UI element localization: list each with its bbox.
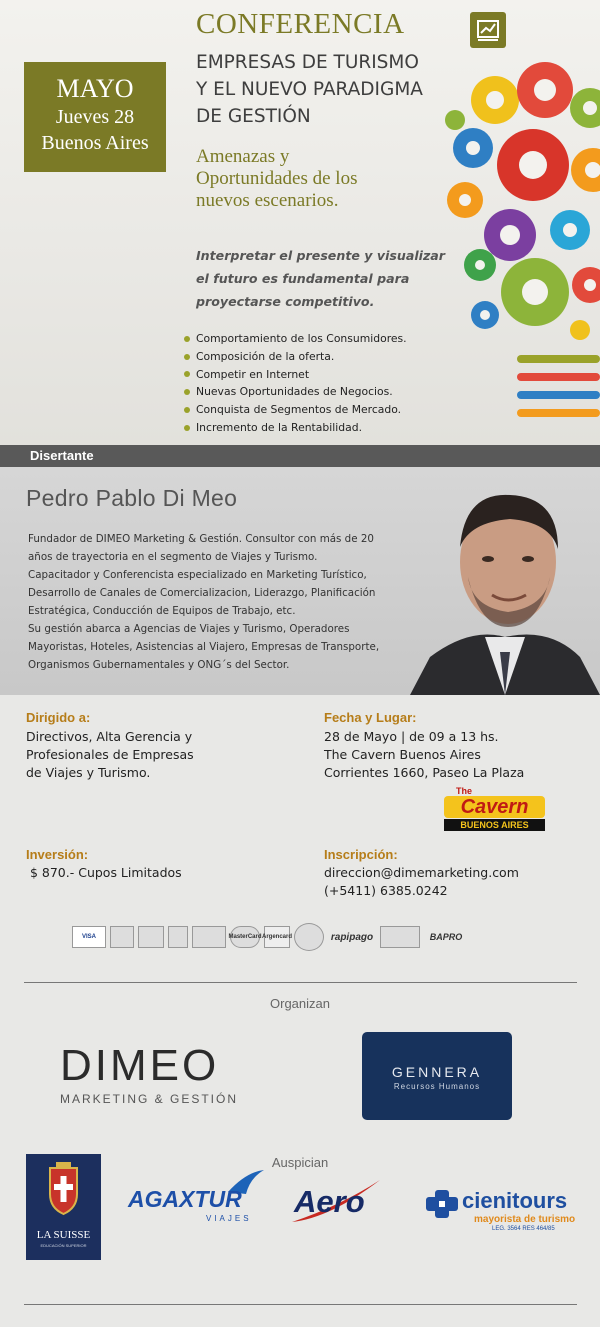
topic-item xyxy=(184,401,407,419)
bio-line: Capacitador y Conferencista especializado en Marketing Turístico, xyxy=(28,569,367,581)
audience-line: Directivos, Alta Gerencia y xyxy=(26,729,193,744)
hero-section xyxy=(0,0,600,445)
la-suisse-name: LA SUISSE xyxy=(36,1229,91,1241)
date-city: Buenos Aires xyxy=(41,132,149,154)
conference-title: CONFERENCIA xyxy=(196,8,405,40)
dimeo-logo-name: DIMEO xyxy=(60,1041,220,1090)
agaxtur-tag: VIAJES xyxy=(206,1214,252,1223)
payment-logo-rapipago: rapipago xyxy=(330,931,374,943)
signup-email[interactable]: direccion@dimemarketing.com xyxy=(324,865,519,880)
agaxtur-name: AGAXTUR xyxy=(128,1186,242,1212)
aero-logo xyxy=(290,1178,390,1230)
speaker-section xyxy=(0,467,600,695)
venue-line: 28 de Mayo | de 09 a 13 hs. xyxy=(324,729,499,744)
topic-text: Incremento de la Rentabilidad. xyxy=(196,420,363,434)
payment-logo-mastercard: MasterCard xyxy=(230,926,260,948)
topics-list xyxy=(184,330,407,437)
divider xyxy=(24,982,577,983)
cienitours-tag: mayorista de turismo xyxy=(474,1214,576,1225)
bullet-icon xyxy=(184,389,190,395)
audience-heading: Dirigido a: xyxy=(26,710,91,725)
sponsors-label: Auspician xyxy=(271,1155,329,1170)
bio-line: Estratégica, Conducción de Equipos de Trabajo, etc. xyxy=(28,605,296,617)
price-text: $ 870.- Cupos Limitados xyxy=(26,865,182,880)
hero-quote xyxy=(196,244,456,313)
topic-text: Conquista de Segmentos de Mercado. xyxy=(196,403,402,417)
gennera-logo-name: GENNERA xyxy=(391,1064,483,1080)
dimeo-logo-tag: MARKETING & GESTIÓN xyxy=(60,1092,239,1106)
bullet-icon xyxy=(184,371,190,377)
speaker-bar xyxy=(0,445,600,467)
bio-line: Desarrollo de Canales de Comercializacion, Liderazgo, Planificación xyxy=(28,587,376,599)
cienitours-name: cienitours xyxy=(462,1188,568,1213)
bullet-icon xyxy=(184,336,190,342)
venue-line: Corrientes 1660, Paseo La Plaza xyxy=(324,765,525,780)
bio-line: años de trayectoria en el segmento de Viajes y Turismo. xyxy=(28,551,318,563)
divider xyxy=(24,1304,577,1305)
payment-logo xyxy=(380,926,420,948)
subtitle-line: EMPRESAS DE TURISMO xyxy=(196,52,419,73)
cienitours-leg: LEG. 3564 RES 464/85 xyxy=(492,1226,555,1232)
payment-logo-bapro: BAPRO xyxy=(429,932,463,942)
audience-text xyxy=(26,728,194,782)
topic-item xyxy=(184,419,407,437)
venue-line: The Cavern Buenos Aires xyxy=(324,747,481,762)
agaxtur-logo xyxy=(126,1168,268,1232)
quote-line: Interpretar el presente y visualizar xyxy=(196,248,446,263)
speaker-bar-label: Disertante xyxy=(30,448,94,463)
signup-text xyxy=(324,864,519,900)
quote-line: el futuro es fundamental para xyxy=(196,271,410,286)
audience-line: de Viajes y Turismo. xyxy=(26,765,151,780)
bullet-icon xyxy=(184,354,190,360)
date-month: MAYO xyxy=(56,74,134,103)
bio-line: Su gestión abarca a Agencias de Viajes y Turismo, Operadores xyxy=(28,623,350,635)
topic-item xyxy=(184,330,407,348)
quote-line: proyectarse competitivo. xyxy=(196,294,375,309)
threats-line: Oportunidades de los xyxy=(196,168,358,189)
signup-heading: Inscripción: xyxy=(324,847,398,862)
la-suisse-crest xyxy=(26,1154,101,1224)
cavern-logo-name: Cavern xyxy=(444,796,545,818)
topic-item xyxy=(184,383,407,401)
la-suisse-tag: EDUCACIÓN SUPERIOR xyxy=(40,1243,87,1248)
speaker-name: Pedro Pablo Di Meo xyxy=(26,485,238,511)
gennera-logo-tag: Recursos Humanos xyxy=(393,1082,481,1091)
topic-item xyxy=(184,348,407,366)
bullet-icon xyxy=(184,407,190,413)
cavern-logo xyxy=(444,786,545,834)
organizers-label: Organizan xyxy=(270,996,330,1011)
speaker-portrait xyxy=(410,467,600,695)
aero-name: Aero xyxy=(294,1184,365,1219)
venue-heading: Fecha y Lugar: xyxy=(324,710,417,725)
payment-logo xyxy=(138,926,164,948)
topic-item xyxy=(184,366,407,384)
date-day: Jueves 28 xyxy=(55,106,135,128)
price-heading: Inversión: xyxy=(26,847,89,862)
la-suisse-logo xyxy=(26,1154,101,1260)
topic-text: Nuevas Oportunidades de Negocios. xyxy=(196,385,393,399)
cavern-logo-the: The xyxy=(456,786,473,796)
payment-logo-argencard: Argencard xyxy=(264,926,290,948)
venue-text xyxy=(324,728,524,782)
subtitle-line: Y EL NUEVO PARADIGMA xyxy=(196,79,423,100)
gennera-logo xyxy=(362,1032,512,1120)
topic-text: Comportamiento de los Consumidores. xyxy=(196,332,407,345)
signup-phone: (+5411) 6385.0242 xyxy=(324,883,448,898)
payment-logo xyxy=(294,923,324,951)
cienitours-logo xyxy=(422,1186,580,1236)
bullet-icon xyxy=(184,425,190,431)
bio-line: Organismos Gubernamentales y ONG´s del Sector. xyxy=(28,659,290,671)
topic-text: Composición de la oferta. xyxy=(196,349,335,363)
payment-logo xyxy=(192,926,226,948)
payment-logo-visa: VISA xyxy=(72,926,106,948)
threats-line: nuevos escenarios. xyxy=(196,190,339,211)
cienitours-plus-icon xyxy=(424,1188,460,1220)
threats-heading xyxy=(196,146,436,212)
threats-line: Amenazas y xyxy=(196,146,290,167)
payment-methods xyxy=(72,920,484,954)
gear-lightbulb-illustration xyxy=(425,30,600,430)
date-box xyxy=(24,62,166,172)
gears xyxy=(445,62,600,340)
cavern-logo-city: BUENOS AIRES xyxy=(444,819,545,831)
payment-logo xyxy=(110,926,134,948)
dimeo-logo xyxy=(60,1041,264,1106)
chart-icon xyxy=(470,12,506,48)
topic-text: Competir en Internet xyxy=(196,367,310,381)
speaker-bio xyxy=(28,530,406,674)
payment-logo xyxy=(168,926,188,948)
bulb-base xyxy=(517,355,600,417)
bio-line: Fundador de DIMEO Marketing & Gestión. Consultor con más de 20 xyxy=(28,533,374,545)
bio-line: Mayoristas, Hoteles, Asistencias al Viajero, Empresas de Transporte, xyxy=(28,641,380,653)
subtitle-line: DE GESTIÓN xyxy=(196,106,311,127)
audience-line: Profesionales de Empresas xyxy=(26,747,194,762)
